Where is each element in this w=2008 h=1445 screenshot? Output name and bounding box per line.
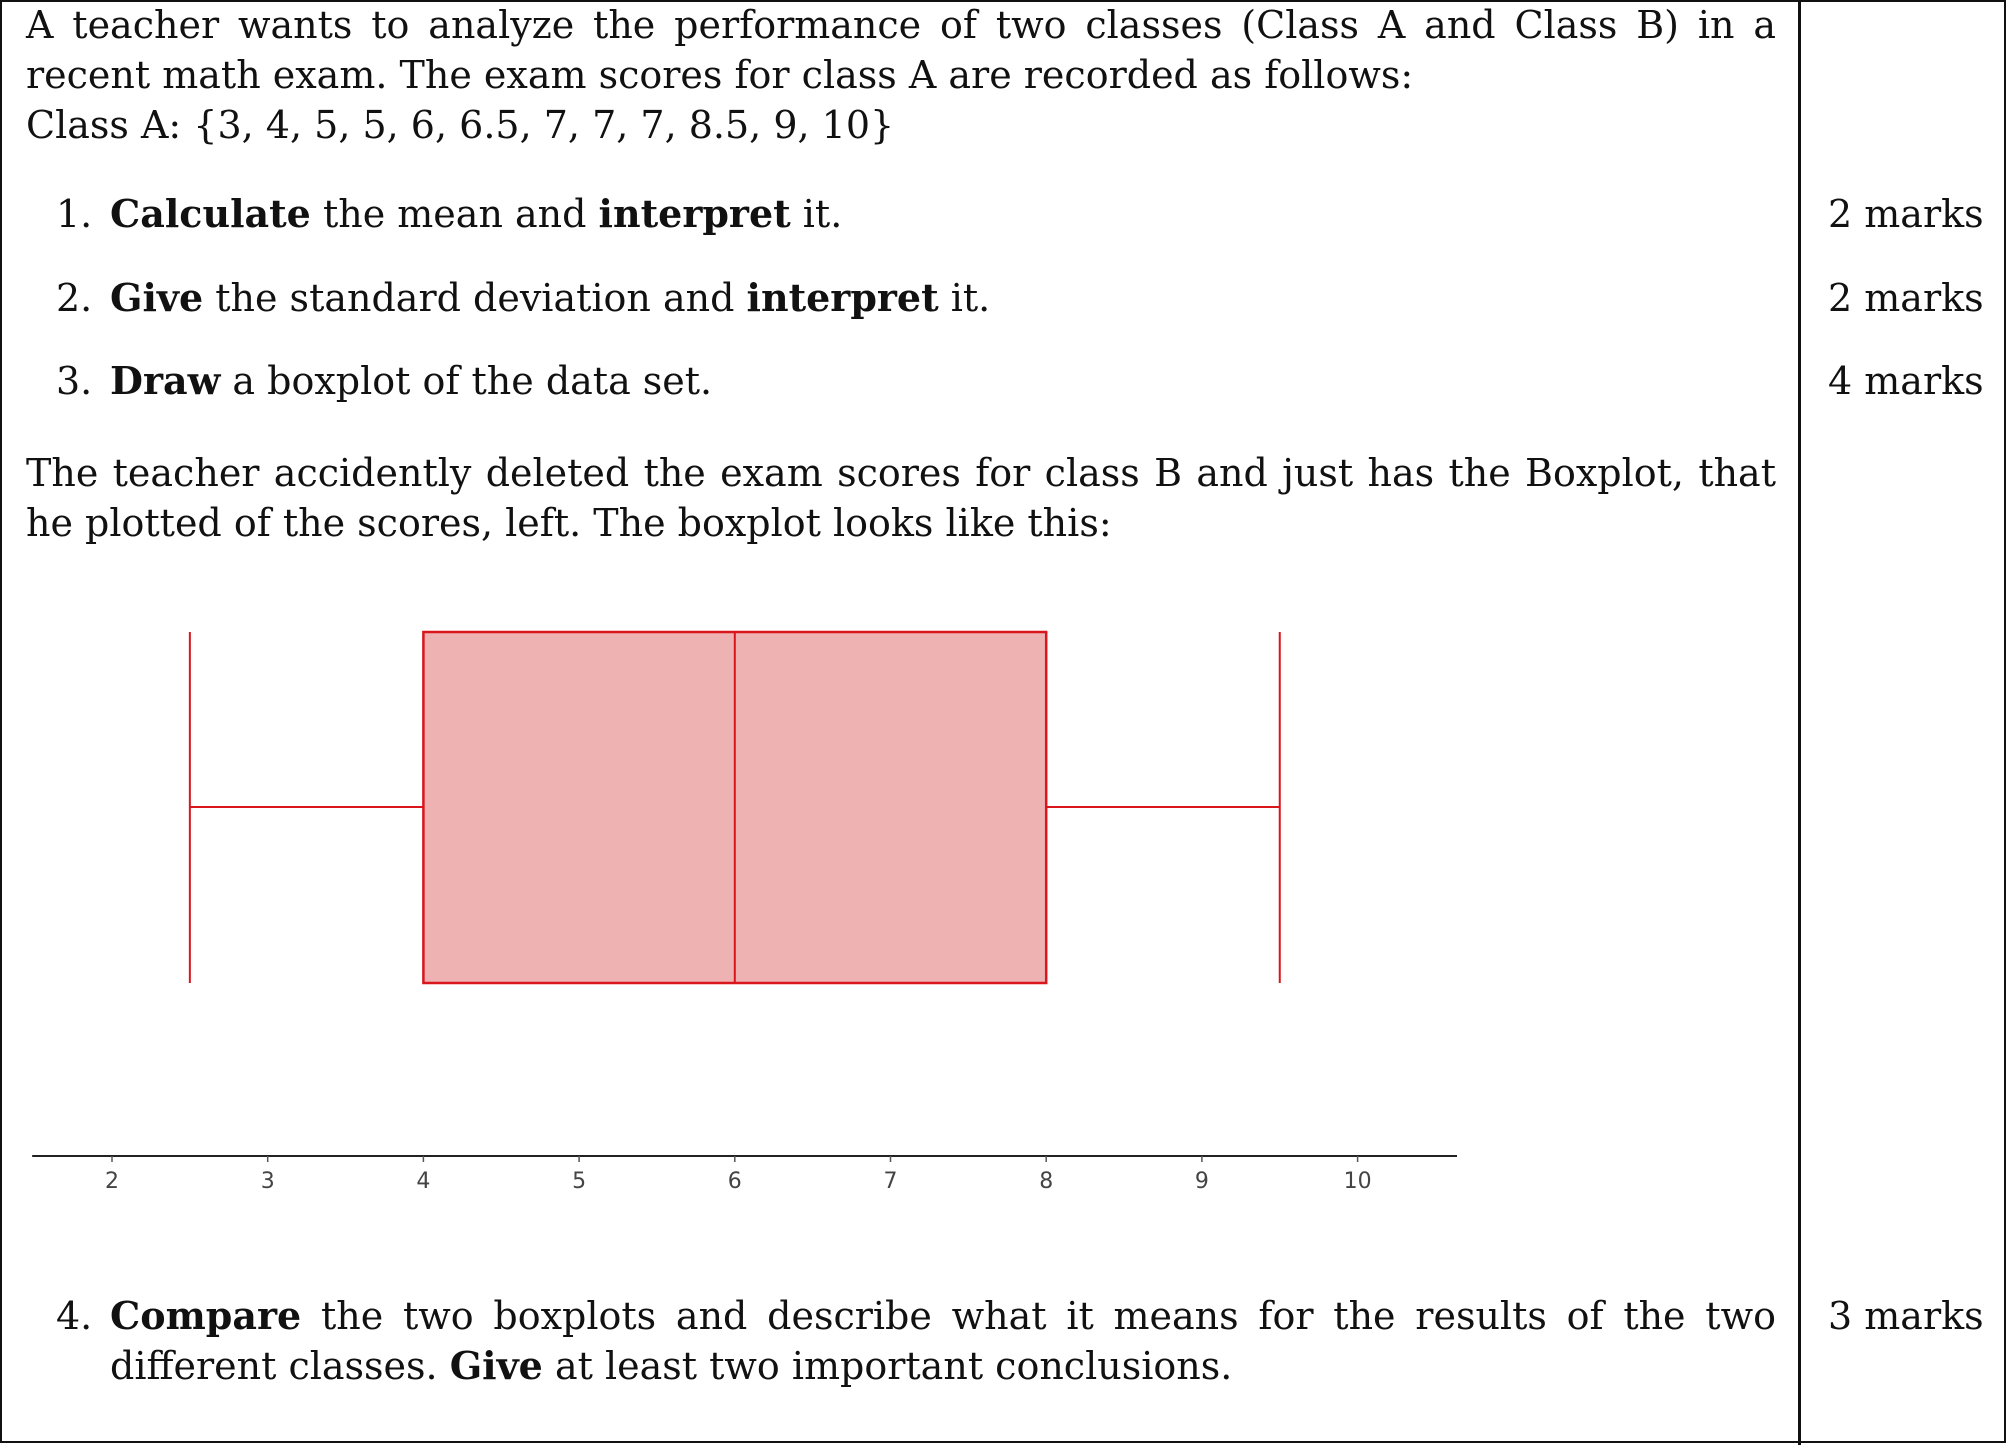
question-4-verb: Compare [110, 1293, 302, 1338]
x-tick-label: 3 [260, 1169, 275, 1194]
x-tick-label: 7 [883, 1169, 898, 1194]
marks-column-divider [1798, 0, 1801, 1445]
intro-text [26, 0, 1776, 150]
x-tick-label: 2 [105, 1169, 119, 1194]
question-3-marks: 4 marks [1828, 359, 1984, 403]
question-2-marks: 2 marks [1828, 276, 1984, 320]
paragraph-class-b: The teacher accidently deleted the exam scores for class B and just has the Boxplot, that he plotted of the scores, left. The boxplot looks like this: [26, 451, 1776, 545]
x-tick-label: 4 [416, 1169, 431, 1194]
question-1-verb2: interpret [598, 191, 791, 236]
question-1-verb: Calculate [110, 191, 311, 236]
question-4-number: 4. [56, 1294, 93, 1338]
question-2-mid: the standard deviation and [215, 276, 735, 320]
question-1-mid: the mean and [322, 192, 587, 236]
question-1-number: 1. [56, 192, 93, 236]
boxplot-chart [0, 600, 1500, 1220]
question-4-marks: 3 marks [1828, 1294, 1984, 1338]
question-2-text [110, 273, 990, 323]
x-tick-label: 10 [1343, 1169, 1372, 1194]
x-tick-label: 8 [1039, 1169, 1054, 1194]
question-2-verb: Give [110, 275, 204, 320]
question-3-mid: a boxplot of the data set. [232, 359, 713, 403]
intro-line1: A teacher wants to analyze the performance of two classes (Class A and Class B) in a recent math exam. The exam scores for class A are recorded as follows: [26, 3, 1776, 97]
question-4-end: at least two important conclusions. [554, 1344, 1233, 1388]
question-4-mid: the two boxplots and describe what it means for the results of the two different classes. [110, 1294, 1776, 1388]
question-3-text [110, 356, 712, 406]
x-tick-label: 9 [1194, 1169, 1209, 1194]
question-1-marks: 2 marks [1828, 192, 1984, 236]
class-a-scores: Class A: {3, 4, 5, 5, 6, 6.5, 7, 7, 7, 8.5, 9, 10} [26, 103, 895, 147]
x-tick-label: 5 [572, 1169, 587, 1194]
question-4-text [110, 1291, 1776, 1391]
question-4-verb2: Give [449, 1343, 543, 1388]
question-3-number: 3. [56, 359, 93, 403]
question-1-end: it. [802, 192, 843, 236]
question-1-text [110, 189, 842, 239]
x-tick-label: 6 [727, 1169, 742, 1194]
question-2-number: 2. [56, 276, 93, 320]
question-3-verb: Draw [110, 358, 221, 403]
question-2-end: it. [950, 276, 991, 320]
question-2-verb2: interpret [746, 275, 939, 320]
